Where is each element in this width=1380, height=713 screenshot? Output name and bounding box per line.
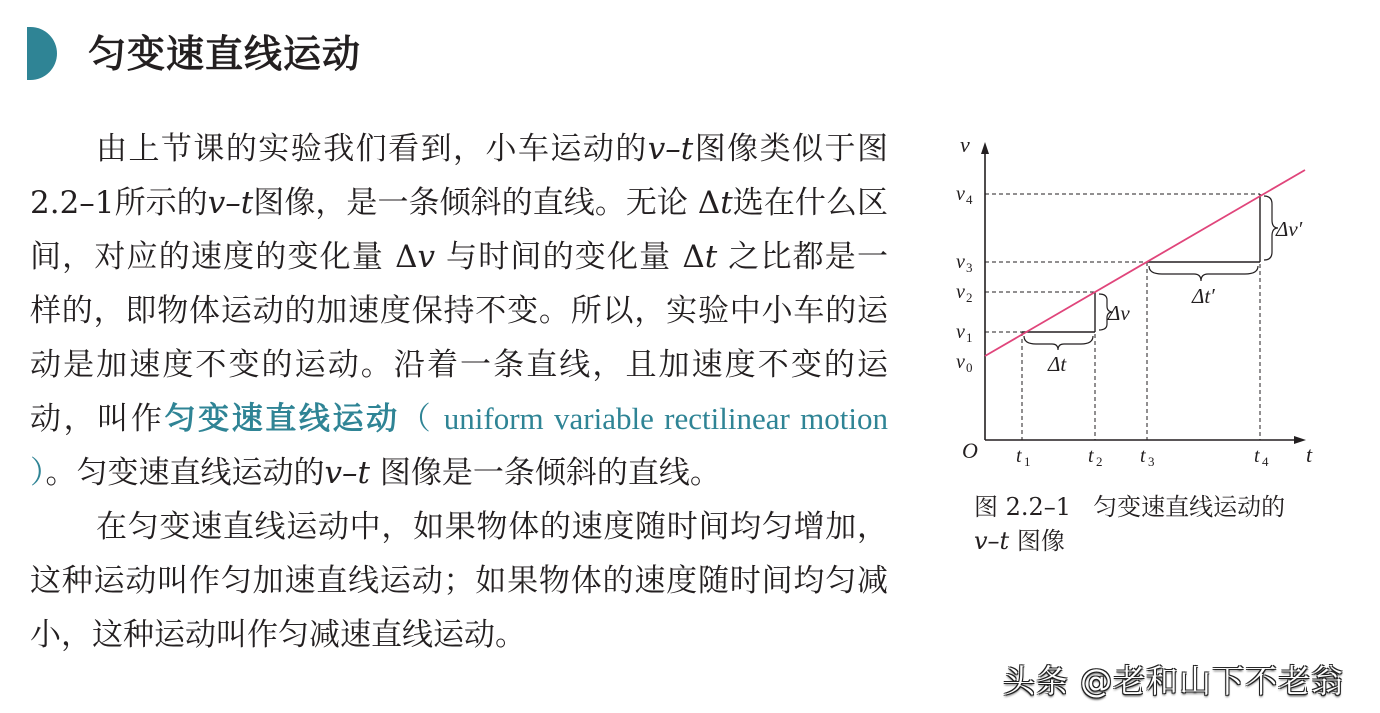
paragraph-1 bbox=[30, 122, 888, 500]
body-text bbox=[30, 122, 888, 662]
svg-text:v: v bbox=[956, 321, 965, 343]
v-symbol: v bbox=[417, 239, 435, 275]
caption-vt: v–t bbox=[974, 527, 1010, 555]
t-symbol: t bbox=[720, 185, 733, 221]
svg-text:2: 2 bbox=[1096, 454, 1103, 469]
text-segment: 选在什么区间，对应的速度的变化量 Δ bbox=[30, 185, 889, 275]
text-segment: 图像是一条倾斜的直线。 bbox=[369, 455, 721, 491]
svg-text:t: t bbox=[1140, 445, 1146, 467]
text-segment: 。匀变速直线运动的 bbox=[45, 455, 325, 491]
delta-v-label: Δv bbox=[1108, 301, 1130, 325]
key-term: 匀变速直线运动 bbox=[164, 401, 400, 437]
origin-label: O bbox=[962, 438, 978, 463]
svg-text:3: 3 bbox=[1148, 454, 1155, 469]
section-title: 匀变速直线运动 bbox=[88, 32, 362, 76]
brace-delta-t-prime bbox=[1149, 266, 1258, 281]
delta-t-prime-label: Δt′ bbox=[1192, 284, 1215, 308]
figure-number: 图 2.2–1 bbox=[974, 493, 1072, 521]
t-label-1 bbox=[1016, 445, 1031, 469]
english-term: （ uniform variable rectilinear motion ） bbox=[30, 401, 889, 490]
caption-text: 匀变速直线运动的 bbox=[1093, 493, 1286, 521]
text-segment: 之比都是一样的，即物体运动的加速度保持不变。所以，实验中小车的运动是加速度不变的运动。沿着一条直线，且加速度不变的运动，叫作 bbox=[30, 239, 888, 437]
figure-caption bbox=[974, 490, 1314, 558]
caption-text-2: 图像 bbox=[1016, 527, 1065, 555]
y-axis-arrow bbox=[981, 142, 989, 154]
v-label-1 bbox=[956, 321, 973, 345]
axis-x-label: t bbox=[1306, 442, 1313, 467]
vt-symbol: v–t bbox=[207, 185, 254, 221]
svg-text:v: v bbox=[956, 351, 965, 373]
svg-text:v: v bbox=[956, 183, 965, 205]
t-label-3 bbox=[1140, 445, 1155, 469]
v-label-4 bbox=[956, 183, 973, 207]
caption-line-2 bbox=[974, 524, 1314, 558]
section-marker bbox=[27, 27, 57, 80]
text-segment: 图像，是一条倾斜的直线。无论 Δ bbox=[253, 185, 721, 221]
v-label-3 bbox=[956, 251, 973, 275]
v-label-0 bbox=[956, 351, 973, 375]
vt-symbol: v–t bbox=[647, 131, 694, 167]
t-label-4 bbox=[1254, 445, 1269, 469]
delta-v-prime-label: Δv′ bbox=[1276, 217, 1303, 241]
t-symbol: t bbox=[704, 239, 718, 275]
svg-text:v: v bbox=[956, 281, 965, 303]
svg-text:t: t bbox=[1016, 445, 1022, 467]
svg-text:1: 1 bbox=[966, 330, 973, 345]
text-segment: 由上节课的实验我们看到，小车运动的 bbox=[96, 131, 648, 167]
brace-delta-t bbox=[1024, 336, 1093, 350]
t-label-2 bbox=[1088, 445, 1103, 469]
svg-text:v: v bbox=[956, 251, 965, 273]
svg-text:2: 2 bbox=[966, 290, 973, 305]
svg-text:4: 4 bbox=[966, 192, 973, 207]
text-segment: 图像类似于图2.2–1所示的 bbox=[30, 131, 889, 221]
series-line bbox=[985, 170, 1305, 356]
svg-text:4: 4 bbox=[1262, 454, 1269, 469]
svg-text:t: t bbox=[1254, 445, 1260, 467]
svg-text:3: 3 bbox=[966, 260, 973, 275]
delta-legs bbox=[1022, 194, 1260, 332]
svg-text:1: 1 bbox=[1024, 454, 1031, 469]
v-label-2 bbox=[956, 281, 973, 305]
x-axis-arrow bbox=[1294, 436, 1306, 444]
watermark: 头条 @老和山下不老翁 bbox=[1003, 662, 1345, 700]
axis-y-label: v bbox=[960, 132, 970, 157]
caption-line-1 bbox=[974, 490, 1314, 524]
vt-graph bbox=[940, 130, 1320, 480]
braces bbox=[1024, 196, 1278, 350]
paragraph-2: 在匀变速直线运动中，如果物体的速度随时间均匀增加，这种运动叫作匀加速直线运动；如果物体的速度随时间均匀减小，这种运动叫作匀减速直线运动。 bbox=[30, 509, 888, 653]
vt-symbol: v–t bbox=[324, 455, 370, 491]
svg-text:t: t bbox=[1088, 445, 1094, 467]
text-segment: 与时间的变化量 Δ bbox=[434, 239, 705, 275]
delta-t-label: Δt bbox=[1048, 352, 1067, 376]
svg-text:0: 0 bbox=[966, 360, 973, 375]
